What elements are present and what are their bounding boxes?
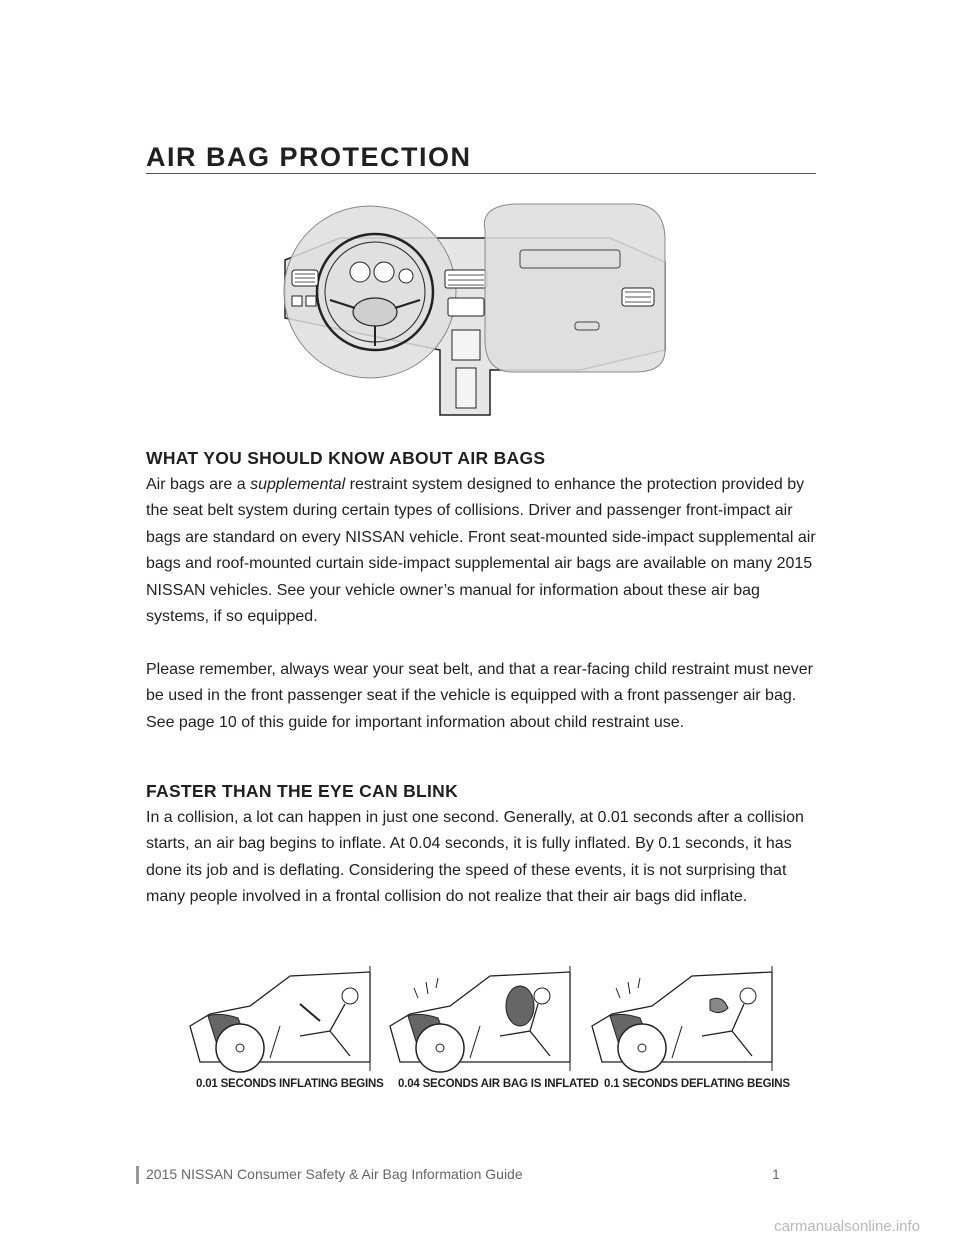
section-heading-faster: FASTER THAN THE EYE CAN BLINK	[146, 781, 459, 801]
car-inflating-illustration	[180, 966, 380, 1078]
car-inflated-illustration	[380, 966, 580, 1078]
watermark: carmanualsonline.info	[774, 1218, 920, 1235]
car-deflating-illustration	[582, 966, 782, 1078]
footer-guide-title: 2015 NISSAN Consumer Safety & Air Bag Information Guide	[146, 1166, 523, 1182]
caption-inflated: 0.04 SECONDS AIR BAG IS INFLATED	[398, 1078, 599, 1090]
seat-belt-reminder-paragraph: Please remember, always wear your seat belt, and that a rear-facing child restraint must never be used in the front passenger seat if the vehicle is equipped with a front passenger air bag. See page 10 of this guide for important information about child restraint use.	[146, 661, 813, 731]
section-heading-air-bags: WHAT YOU SHOULD KNOW ABOUT AIR BAGS	[146, 448, 546, 468]
emphasis-supplemental: supplemental	[250, 476, 346, 493]
collision-timing-paragraph: In a collision, a lot can happen in just one second. Generally, at 0.01 seconds after a collision starts, an air bag begins to inflate. At 0.04 seconds, it is fully inflated. By 0.1 seconds, it has done its job and is deflating. Considering the speed of these events, it is not surprising that many people involved in a frontal collision do not realize that their air bags did inflate.	[146, 809, 804, 906]
air-bags-paragraph	[146, 472, 821, 630]
paragraph-text: Air bags are a	[146, 476, 251, 493]
title-rule	[146, 173, 816, 174]
footer-accent-bar	[136, 1166, 139, 1184]
page-number: 1	[772, 1166, 780, 1182]
caption-inflating: 0.01 SECONDS INFLATING BEGINS	[196, 1078, 384, 1090]
dashboard-airbag-illustration	[280, 200, 670, 422]
caption-deflating: 0.1 SECONDS DEFLATING BEGINS	[604, 1078, 790, 1090]
paragraph-text: restraint system designed to enhance the protection provided by the seat belt system during certain types of collisions. Driver and passenger front-impact air bags are standard on every NISSAN vehicle. Front seat-mounted side-impact supplemental air bags and roof-mounted curtain side-impact supplemental air bags are available on many 2015 NISSAN vehicles. See your vehicle owner’s manual for information about these air bag systems, if so equipped.	[146, 476, 816, 626]
page-title: AIR BAG PROTECTION	[146, 142, 472, 172]
